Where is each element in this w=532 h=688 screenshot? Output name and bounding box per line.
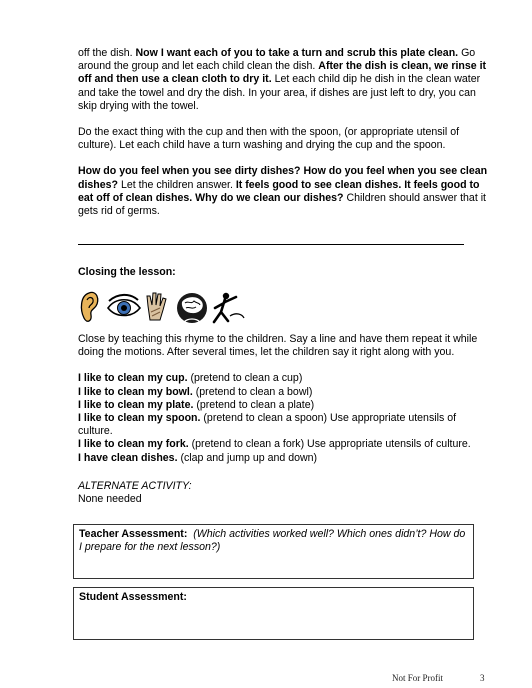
intro-paragraph-1 [78, 47, 488, 113]
rhyme-lines [78, 372, 488, 464]
teacher-assessment-label: Teacher Assessment: [79, 528, 188, 540]
text-run: off the dish. [78, 47, 136, 59]
text-run: Let each child dip he dish in the clean water and take the towel and dry the dish. In your area, if dishes are just left to dry, you can skip drying with the towel. [78, 73, 481, 112]
text-run: It feels good to see clean dishes. It feels good to eat off of clean dishes. Why do we clean our dishes? [78, 178, 480, 204]
rhyme-instruction: Close by teaching this rhyme to the children. Say a line and have them repeat it while doing the motions. After several times, let the children say it right along with you. [78, 333, 478, 359]
text-run: Let the children answer. [118, 178, 236, 191]
rhyme-line: I like to clean my fork. (pretend to clean a fork) Use appropriate utensils of culture. [78, 438, 471, 451]
brain-head-icon [177, 293, 207, 323]
intro-paragraph-2: Do the exact thing with the cup and then with the spoon, (or appropriate utensil of culture). Let each child have a turn washing and drying the cup and the spoon. [78, 126, 460, 152]
rhyme-section [78, 333, 488, 465]
text-run: Now I want each of you to take a turn and scrub this plate clean. [135, 47, 459, 59]
footer-note: Not For Profit [392, 673, 444, 683]
alternate-text: None needed [78, 493, 142, 506]
eye-icon [108, 295, 140, 316]
intro-section [78, 47, 488, 231]
section-divider [78, 244, 464, 245]
rhyme-line: I have clean dishes. (clap and jump up and down) [78, 451, 318, 464]
teacher-assessment-prompt: (Which activities worked well? Which ones didn’t? How do I prepare for the next lesson?) [79, 528, 466, 554]
ear-icon [81, 292, 97, 321]
intro-paragraph-3 [78, 165, 488, 218]
text-run: Children should answer that it gets rid of germs. [78, 191, 487, 218]
text-run: After the dish is clean, we rinse it off and then use a clean cloth to dry it. [78, 60, 487, 86]
hand-icon [147, 293, 166, 320]
alternate-heading: ALTERNATE ACTIVITY: [78, 480, 192, 492]
text-run: How do you feel when you see dirty dishes? How do you feel when you see clean dishes? [78, 165, 488, 191]
page-number: 3 [480, 673, 485, 683]
teacher-assessment-box[interactable] [73, 524, 474, 579]
alternate-activity [78, 480, 488, 506]
rhyme-line: I like to clean my plate. (pretend to clean a plate) [78, 398, 315, 411]
rhyme-line: I like to clean my cup. (pretend to clean a cup) [78, 372, 303, 385]
closing-heading: Closing the lesson: [78, 266, 176, 278]
rhyme-line: I like to clean my spoon. (pretend to clean a spoon) Use appropriate utensils of culture. [78, 412, 457, 438]
text-run: Go around the group and let each child clean the dish. [78, 47, 476, 73]
rhyme-line: I like to clean my bowl. (pretend to clean a bowl) [78, 385, 313, 398]
student-assessment-label: Student Assessment: [79, 591, 187, 603]
movement-figure-icon [214, 293, 244, 322]
learning-icons [78, 288, 248, 328]
student-assessment-box[interactable] [73, 587, 474, 640]
